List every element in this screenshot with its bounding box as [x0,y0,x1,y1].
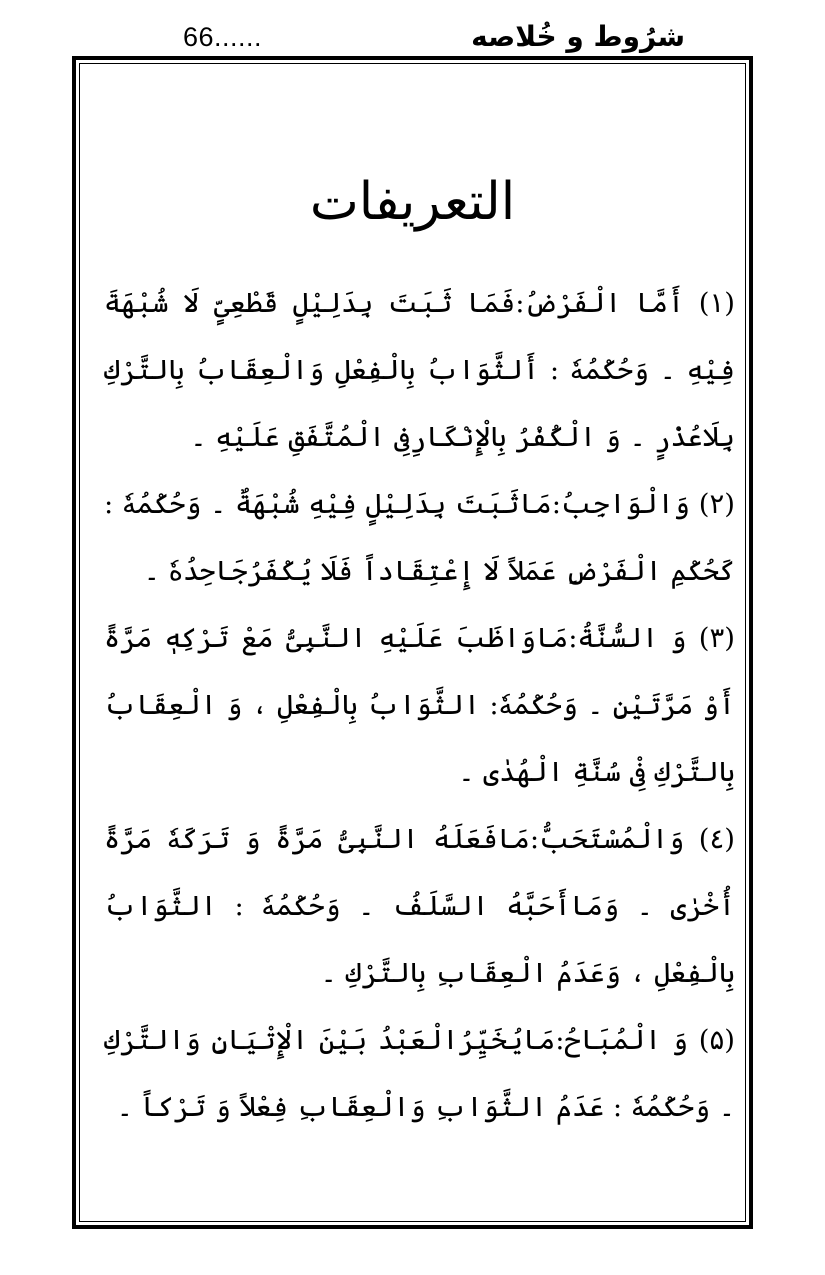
definition-mubah: (۵) وَ الْمُبَاحُ:مَایُخَیِّرُالْعَبْدُ بَیْنَ الْإِتْیَانِ وَالتَّرْكِ ۔ وَحُکْمُهٗ : عَدَمُ الثَّوَابِ وَالْعِقَابِ فِعْلاً وَ تَرْکاً ۔ [104,1024,735,1123]
page-header [0,18,825,58]
definition-fard: (۱) أَمَّا الْفَرْضُ:فَمَا ثَبَتَ بِدَلِیْلٍ قَطْعِیٍّ لَا شُبْهَةَ فِیْهِ ۔ وَحُکْمُهٗ : أَلثَّوَابُ بِالْفِعْلِ وَالْعِقَابُ بِالتَّرْكِ بِلَاعُذْرٍ ۔ وَ الْکُفْرُ بِالْإِنْکَارِفِی الْمُتَّفَقِ عَلَیْهِ ۔ [104,287,735,453]
book-title: شرُوط و خُلاصه [471,20,685,53]
definition-wajib: (۲) وَالْوَاجِبُ:مَاثَبَتَ بِدَلِیْلٍ فِیْهِ شُبْهَةٌ ۔ وَحُکْمُهٗ : کَحُکْمِ الْفَرْضِ عَمَلاً لَا إِعْتِقَاداً فَلَا یُکْفَرُجَاحِدُهٗ ۔ [104,488,735,587]
definition-sunnah: (۳) وَ السُّنَّةُ:مَاوَاظَبَ عَلَیْهِ النَّبِیُّ مَعْ تَرْکِهٖ مَرَّةً أَوْ مَرَّتَیْنِ ۔ وَحُکْمُهٗ: الثَّوَابُ بِالْفِعْلِ ، وَ الْعِقَابُ بِالتَّرْكِ فِیْ سُنَّةِ الْهُدٰی ۔ [104,622,735,788]
section-heading: التعریفات [309,172,516,232]
page-number: 66...... [183,22,263,52]
definition-mustahab: (٤) وَالْمُسْتَحَبُّ:مَافَعَلَهُ النَّبِیُّ مَرَّةً وَ تَرَکَهٗ مَرَّةً أُخْرٰی ۔ وَمَاأَحَبَّهُ السَّلَفُ ۔ وَحُکْمُهٗ : الثَّوَابُ بِالْفِعْلِ ، وَعَدَمُ الْعِقَابِ بِالتَّرْكِ ۔ [104,823,735,989]
definitions-body [104,270,735,1141]
